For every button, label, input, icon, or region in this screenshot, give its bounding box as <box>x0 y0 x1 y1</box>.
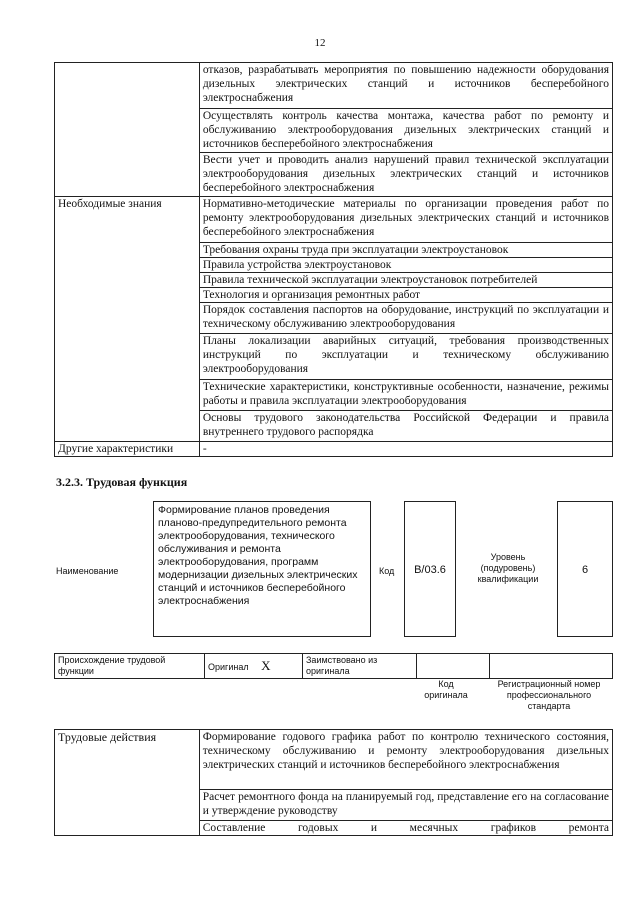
knowledge-table <box>54 62 613 457</box>
table-cell: Расчет ремонтного фонда на планируемый год, представление его на согласование и утверждение руководству <box>199 790 612 821</box>
actions-table <box>54 729 613 836</box>
table-cell: Нормативно-методические материалы по организации проведения работ по ремонту электрооборудования дизельных электрических станций и источников бесперебойного электроснабжения <box>199 197 612 243</box>
code-caption: Код оригинала <box>424 679 468 700</box>
section-heading: 3.2.3. Трудовая функция <box>56 475 188 489</box>
original-mark: X <box>261 657 271 673</box>
table-cell: Технические характеристики, конструктивные особенности, назначение, режимы работы и правила эксплуатации электрооборудования <box>199 380 612 411</box>
function-name-box: Формирование планов проведения планово-предупредительного ремонта электрооборудования, технического обслуживания и ремонта электрооборудования, программ модернизации дизельных электрических станций и источников бесперебойного электроснабжения <box>153 501 371 637</box>
table-cell: Основы трудового законодательства Российской Федерации и правила внутреннего трудового распорядка <box>199 411 612 442</box>
table-row <box>55 197 613 243</box>
table-cell: Планы локализации аварийных ситуаций, требования производственных инструкций по эксплуатации и техническому обслуживанию электрооборудования <box>199 334 612 380</box>
row-label-actions: Трудовые действия <box>55 730 200 836</box>
code-value-box: B/03.6 <box>404 501 456 637</box>
reg-number-cell <box>490 654 613 679</box>
original-cell <box>205 654 303 679</box>
origin-table <box>54 653 613 679</box>
borrowed-label: Заимствовано из оригинала <box>303 654 417 679</box>
code-original-cell <box>417 654 490 679</box>
table-cell: Порядок составления паспортов на оборудование, инструкций по эксплуатации и техническому обслуживанию электрооборудования <box>199 303 612 334</box>
reg-caption: Регистрационный номер профессионального стандарта <box>497 679 601 711</box>
table-cell: Правила технической эксплуатации электроустановок потребителей <box>199 273 612 288</box>
table-row <box>55 654 613 679</box>
table-cell: отказов, разрабатывать мероприятия по повышению надежности оборудования дизельных электрических станций и источников бесперебойного электроснабжения <box>199 63 612 109</box>
table-cell: Формирование годового графика работ по контролю технического состояния, техническому обслуживанию и ремонту электрооборудования дизельных электрических станций и источников бесперебойного электроснабжения <box>199 730 612 790</box>
table-row <box>55 730 613 790</box>
table-cell: Составление годовых и месячных графиков ремонта <box>199 821 612 836</box>
code-label: Код <box>379 566 395 576</box>
original-label: Оригинал <box>208 661 249 672</box>
table-row <box>55 442 613 457</box>
level-label: Уровень (подуровень) квалификации <box>477 552 539 584</box>
row-label-empty <box>55 63 200 197</box>
table-cell: Технология и организация ремонтных работ <box>199 288 612 303</box>
table-row <box>55 63 613 109</box>
level-value-box: 6 <box>557 501 613 637</box>
table-cell: Правила устройства электроустановок <box>199 258 612 273</box>
table-cell: Требования охраны труда при эксплуатации электроустановок <box>199 243 612 258</box>
origin-label: Происхождение трудовой функции <box>55 654 205 679</box>
table-cell: Вести учет и проводить анализ нарушений правил технической эксплуатации электрооборудования дизельных электрических станций и источников бесперебойного электроснабжения <box>199 153 612 197</box>
row-label-other: Другие характеристики <box>55 442 200 457</box>
name-label: Наименование <box>56 566 119 576</box>
row-label-knowledge: Необходимые знания <box>55 197 200 442</box>
table-cell: - <box>199 442 612 457</box>
table-cell: Осуществлять контроль качества монтажа, качества работ по ремонту и обслуживанию электрооборудования дизельных электрических станций и источников бесперебойного электроснабжения <box>199 109 612 153</box>
page-number: 12 <box>314 37 326 49</box>
